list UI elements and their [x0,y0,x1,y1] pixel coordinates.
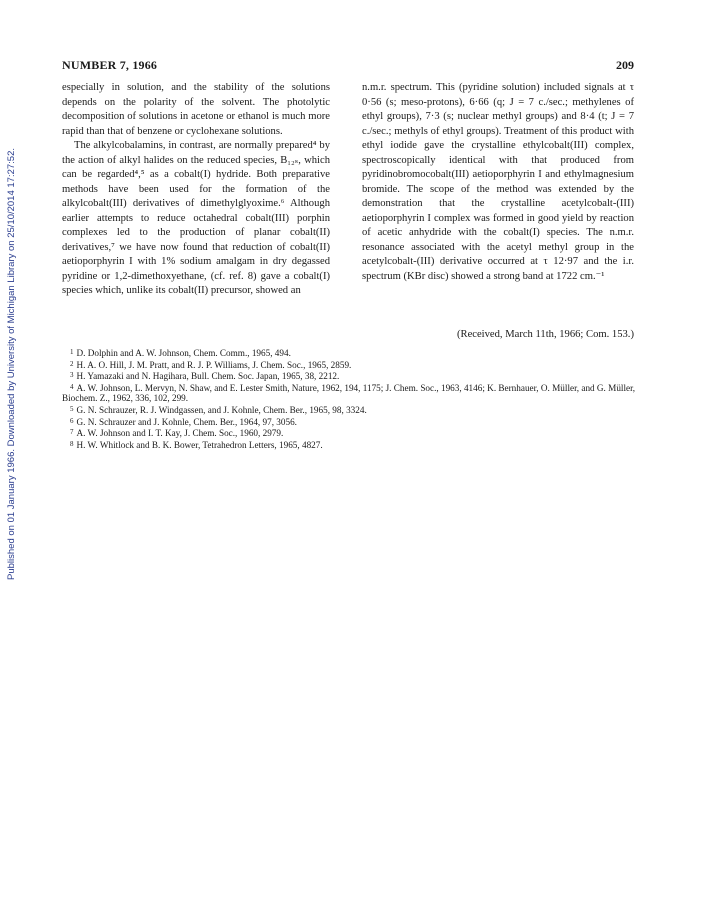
reference-text: H. W. Whitlock and B. K. Bower, Tetrahedron Letters, 1965, 4827. [76,439,323,450]
reference-number: 5 [70,404,74,413]
page-header [62,58,634,74]
reference-number: 6 [70,416,74,425]
paragraph: n.m.r. spectrum. This (pyridine solution) included signals at τ 0·56 (s; meso-protons), 6·66 (q; J = 7 c./sec.; methylenes of ethyl groups), 7·3 (s; nuclear methyl groups) and 8·4 (t; J = 7 c./sec.; methyls of ethyl groups). Treatment of this product with ethyl iodide gave the crystalline ethylcobalt(III) complex, spectroscopically identical with that produced from pyridinobromocobalt(III) aetioporphyrin I and ethylmagnesium bromide. The scope of the method was extended by the demonstration that the crystalline acetylcobalt-(III) aetioporphyrin I complex was formed in good yield by reaction of acetic anhydride with the cobalt(I) species. The n.m.r. resonance associated with the acetyl methyl group in the acetylcobalt-(III) derivative occurred at τ 12·97 and the i.r. spectrum (KBr disc) showed a strong band at 1722 cm.⁻¹ [362,82,634,282]
reference-item [62,439,638,451]
page-number: 209 [616,58,634,72]
left-text-column [62,81,330,299]
reference-item [62,347,638,359]
paragraph: The alkylcobalamins, in contrast, are normally prepared⁴ by the action of alkyl halides on the reduced species, B₁₂ₛ, which can be regarded⁴,⁵ as a cobalt(I) hydride. Both preparative methods have been used for the formation of the alkylcobalt(III) derivatives of dimethylglyoxime.⁶ Although earlier attempts to reduce octahedral cobalt(III) porphin complexes led to the production of planar cobalt(II) derivatives,⁷ we have now found that reduction of cobalt(II) aetioporphyrin I with 1% sodium amalgam in dry degassed pyridine or 1,2-dimethoxyethane, (cf. ref. 8) gave a cobalt(I) species which, unlike its cobalt(II) precursor, showed an [62,140,330,296]
right-text-column [362,81,634,284]
reference-number: 8 [70,439,74,448]
reference-number: 3 [70,371,74,380]
reference-item [62,370,638,382]
reference-text: H. Yamazaki and N. Hagihara, Bull. Chem. Soc. Japan, 1965, 38, 2212. [76,371,340,382]
reference-text: G. N. Schrauzer and J. Kohnle, Chem. Ber., 1964, 97, 3056. [76,416,297,427]
reference-text: A. W. Johnson and I. T. Kay, J. Chem. Soc., 1960, 2979. [76,428,284,439]
reference-number: 1 [70,348,74,356]
received-date-line: (Received, March 11th, 1966; Com. 153.) [456,329,634,340]
reference-text: D. Dolphin and A. W. Johnson, Chem. Comm., 1965, 494. [76,348,291,358]
download-stamp [5,130,19,580]
reference-item [62,382,638,404]
reference-item [62,427,638,439]
reference-number: 7 [70,428,74,437]
paragraph: especially in solution, and the stability of the solutions depends on the polarity of the solvent. The photolytic decomposition of solutions in acetone or ethanol is much more rapid than that of benzene or cyclohexane solutions. [62,82,330,137]
reference-number: 4 [70,382,74,391]
reference-list [62,347,638,450]
download-stamp-text: Published on 01 January 1966. Downloaded by University of Michigan Library on 25/10/2014 17:27:52. [6,147,17,580]
reference-item [62,416,638,428]
reference-text: H. A. O. Hill, J. M. Pratt, and R. J. P. Williams, J. Chem. Soc., 1965, 2859. [76,359,352,370]
reference-text: A. W. Johnson, L. Mervyn, N. Shaw, and E. Lester Smith, Nature, 1962, 194, 1175; J. Chem. Soc., 1963, 4146; K. Bernhauer, O. Müller, and G. Müller, Biochem. Z., 1962, 336, 102, 299. [62,382,636,404]
reference-item [62,359,638,371]
reference-number: 2 [70,359,74,368]
reference-item [62,404,638,416]
reference-text: G. N. Schrauzer, R. J. Windgassen, and J. Kohnle, Chem. Ber., 1965, 98, 3324. [76,404,367,415]
journal-issue-label: NUMBER 7, 1966 [62,58,158,72]
